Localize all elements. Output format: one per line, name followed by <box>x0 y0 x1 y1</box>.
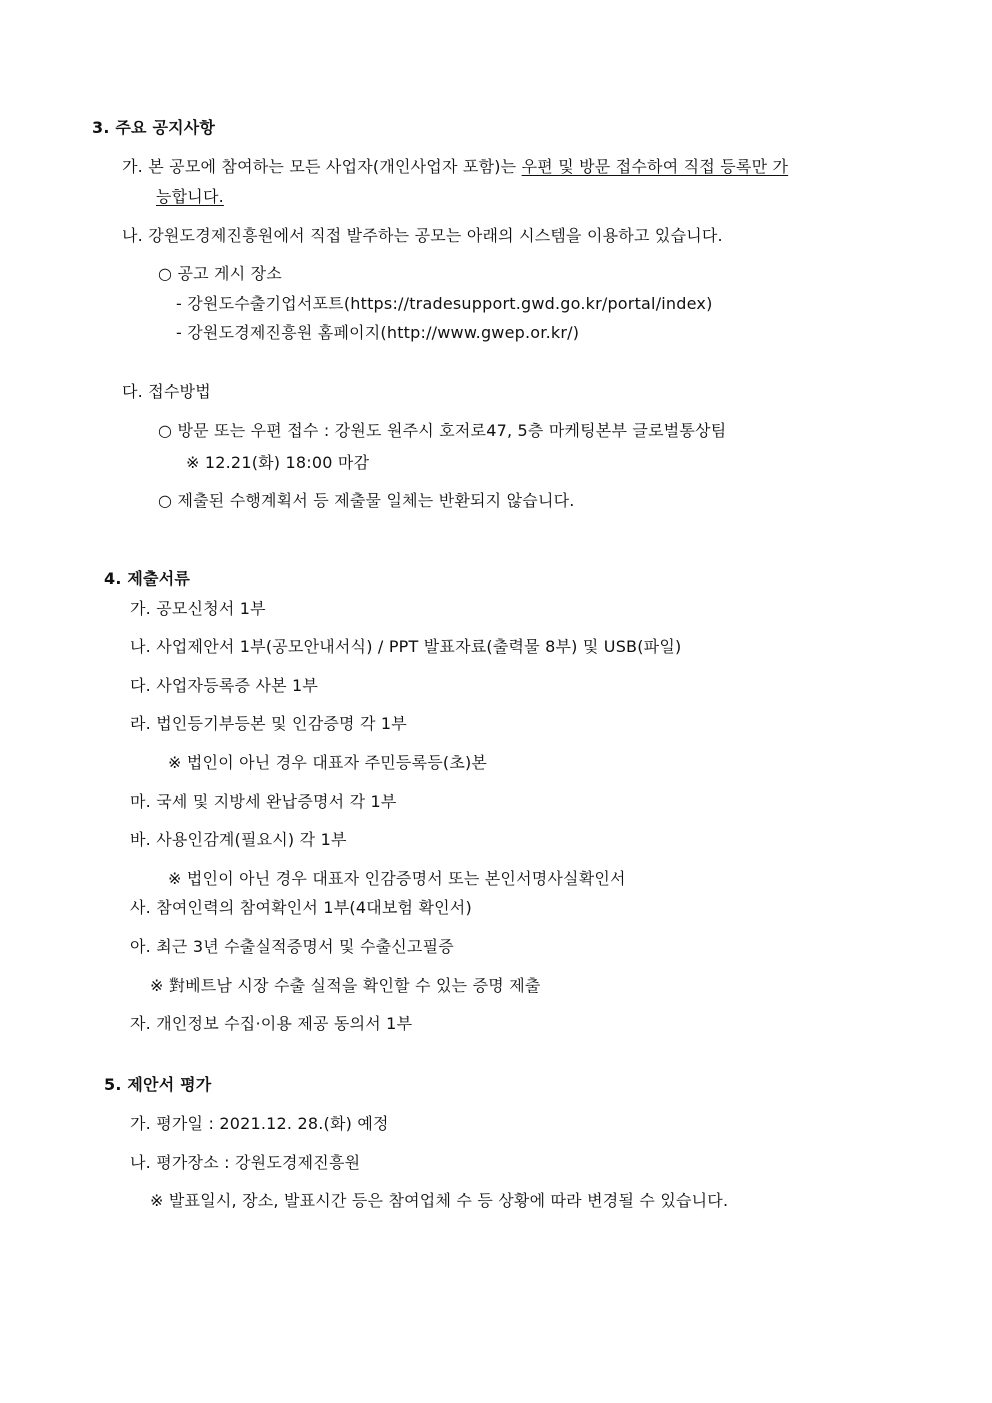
s4-item: 가. 공모신청서 1부 <box>130 599 266 618</box>
s4-item: 나. 사업제안서 1부(공모안내서식) / PPT 발표자료(출력물 8부) 및 USB(파일) <box>130 637 682 656</box>
s4-item: 바. 사용인감계(필요시) 각 1부 <box>130 830 347 849</box>
s5-eval-date: 가. 평가일 : 2021.12. 28.(화) 예정 <box>130 1114 389 1133</box>
s4-item: 라. 법인등기부등본 및 인감증명 각 1부 <box>130 714 407 733</box>
s3-no-return: ○ 제출된 수행계획서 등 제출물 일체는 반환되지 않습니다. <box>158 491 575 510</box>
s4-note: ※ 對베트남 시장 수출 실적을 확인할 수 있는 증명 제출 <box>150 976 541 995</box>
s3-item-na: 나. 강원도경제진흥원에서 직접 발주하는 공모는 아래의 시스템을 이용하고 있습니다. <box>122 226 723 245</box>
section-5-title: 5. 제안서 평가 <box>104 1075 212 1094</box>
s4-item: 아. 최근 3년 수출실적증명서 및 수출신고필증 <box>130 937 454 956</box>
s3-site-1: - 강원도수출기업서포트(https://tradesupport.gwd.go.kr/portal/index) <box>176 294 713 313</box>
s4-note: ※ 법인이 아닌 경우 대표자 주민등록등(초)본 <box>168 753 488 772</box>
s4-note: ※ 법인이 아닌 경우 대표자 인감증명서 또는 본인서명사실확인서 <box>168 869 626 888</box>
s3-item-da: 다. 접수방법 <box>122 382 211 401</box>
s3-notice-place: ○ 공고 게시 장소 <box>158 264 282 283</box>
section-3-title: 3. 주요 공지사항 <box>92 118 216 137</box>
s3-item-ga-text: 가. 본 공모에 참여하는 모든 사업자(개인사업자 포함)는 <box>122 157 522 176</box>
s3-item-ga-cont <box>156 186 224 208</box>
s5-eval-place: 나. 평가장소 : 강원도경제진흥원 <box>130 1153 361 1172</box>
s3-site-2: - 강원도경제진흥원 홈페이지(http://www.gwep.or.kr/) <box>176 323 580 342</box>
s3-item-ga-underline-2: 능합니다. <box>156 187 224 206</box>
s4-item: 다. 사업자등록증 사본 1부 <box>130 676 319 695</box>
s4-item: 마. 국세 및 지방세 완납증명서 각 1부 <box>130 792 397 811</box>
s3-item-ga <box>122 156 788 178</box>
s3-visit-method: ○ 방문 또는 우편 접수 : 강원도 원주시 호저로47, 5층 마케팅본부 글로벌통상팀 <box>158 421 727 440</box>
s3-item-ga-underline-1: 우편 및 방문 접수하여 직접 등록만 가 <box>521 157 789 176</box>
s4-item: 사. 참여인력의 참여확인서 1부(4대보험 확인서) <box>130 898 472 917</box>
s5-note: ※ 발표일시, 장소, 발표시간 등은 참여업체 수 등 상황에 따라 변경될 수 있습니다. <box>150 1191 729 1210</box>
s4-item: 자. 개인정보 수집·이용 제공 동의서 1부 <box>130 1014 413 1033</box>
section-4-title: 4. 제출서류 <box>104 569 191 588</box>
s3-deadline: ※ 12.21(화) 18:00 마감 <box>186 453 370 472</box>
